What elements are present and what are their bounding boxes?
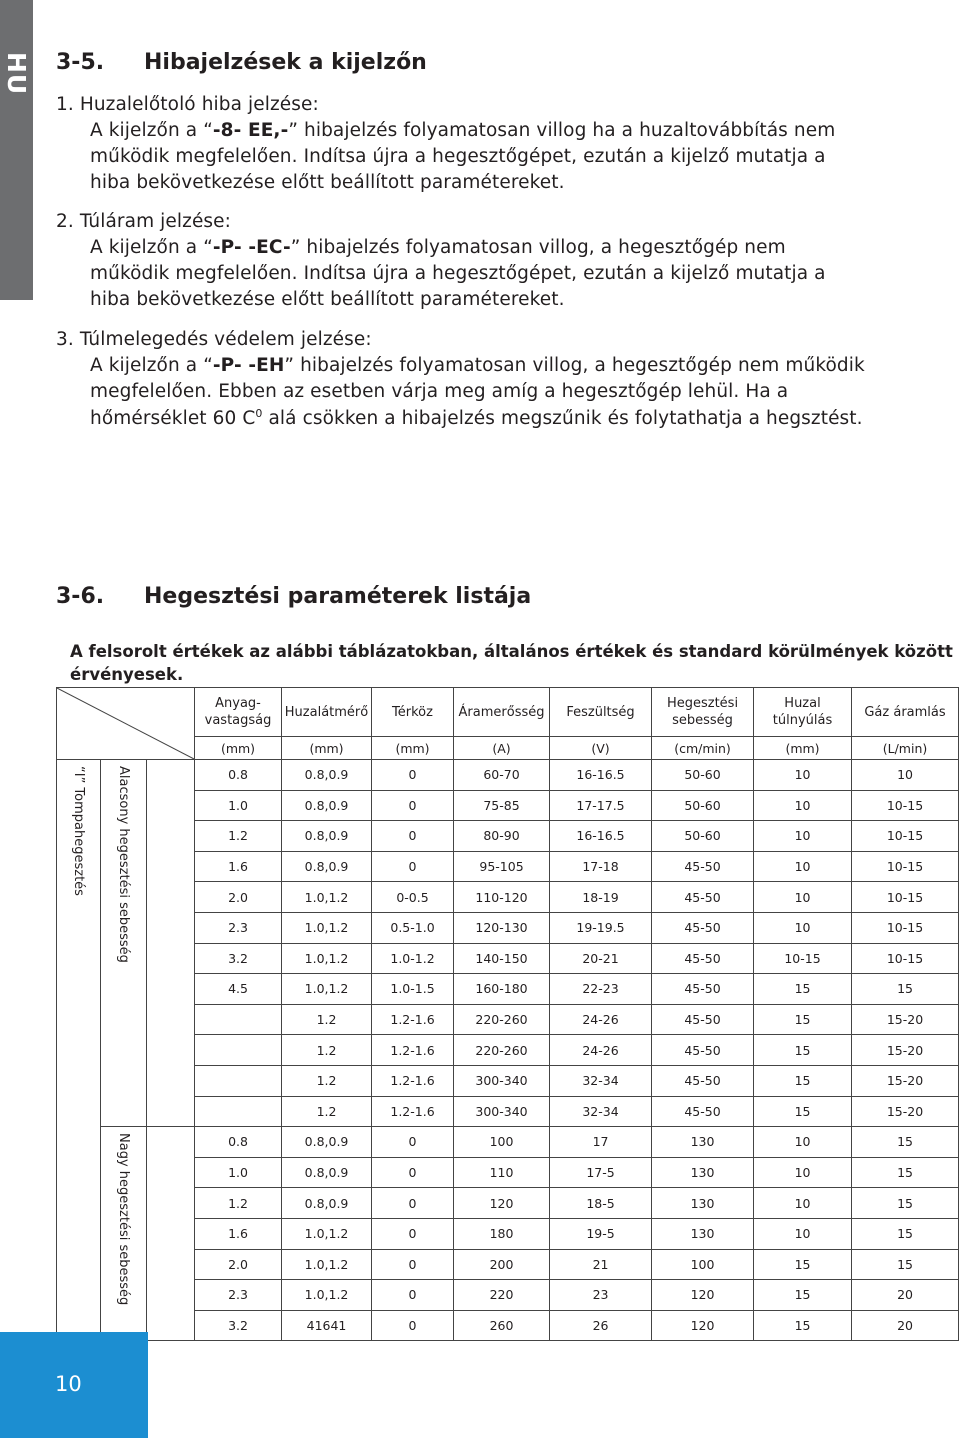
table-cell: 15-20 bbox=[852, 1096, 959, 1127]
table-cell: 15 bbox=[754, 974, 852, 1005]
table-cell: 15 bbox=[852, 1157, 959, 1188]
table-cell: 0 bbox=[372, 1249, 454, 1280]
unit-cell: (mm) bbox=[372, 737, 454, 760]
table-cell: 300-340 bbox=[454, 1065, 550, 1096]
table-cell: 140-150 bbox=[454, 943, 550, 974]
table-cell: 22-23 bbox=[550, 974, 652, 1005]
column-header: Huzalátmérő bbox=[282, 688, 372, 737]
language-tab-label: HU bbox=[2, 52, 31, 96]
speed-group-label: Nagy hegesztési sebesség bbox=[116, 1133, 131, 1306]
table-cell: 45-50 bbox=[652, 1035, 754, 1066]
table-cell: 1.0-1.5 bbox=[372, 974, 454, 1005]
table-cell: 100 bbox=[652, 1249, 754, 1280]
table-cell: 0.8,0.9 bbox=[282, 1127, 372, 1158]
spacer-cell bbox=[147, 1127, 195, 1341]
unit-cell: (A) bbox=[454, 737, 550, 760]
table-cell: 15-20 bbox=[852, 1035, 959, 1066]
table-cell: 1.2-1.6 bbox=[372, 1065, 454, 1096]
table-cell: 1.2-1.6 bbox=[372, 1004, 454, 1035]
item-1-heading: 1. Huzalelőtoló hiba jelzése: bbox=[56, 94, 319, 115]
page-number: 10 bbox=[55, 1372, 82, 1396]
table-cell: 45-50 bbox=[652, 912, 754, 943]
unit-cell: (cm/min) bbox=[652, 737, 754, 760]
table-cell: 24-26 bbox=[550, 1004, 652, 1035]
table-cell: 1.2 bbox=[282, 1065, 372, 1096]
section-title: Hegesztési paraméterek listája bbox=[144, 584, 532, 609]
table-cell: 1.0,1.2 bbox=[282, 943, 372, 974]
table-cell: 10-15 bbox=[754, 943, 852, 974]
table-cell: 0 bbox=[372, 760, 454, 791]
table-cell: 0 bbox=[372, 1157, 454, 1188]
table-cell: 15 bbox=[754, 1065, 852, 1096]
table-cell: 0.8,0.9 bbox=[282, 821, 372, 852]
table-cell: 0 bbox=[372, 790, 454, 821]
table-cell: 300-340 bbox=[454, 1096, 550, 1127]
table-cell: 10 bbox=[754, 1157, 852, 1188]
outer-group-cell bbox=[57, 760, 101, 1341]
table-cell: 1.0,1.2 bbox=[282, 974, 372, 1005]
section-heading-3-5 bbox=[56, 50, 427, 75]
table-cell: 1.2 bbox=[195, 821, 282, 852]
error-code-overcurrent: -P- -EC- bbox=[212, 237, 291, 258]
table-cell: 2.0 bbox=[195, 882, 282, 913]
unit-cell: (L/min) bbox=[852, 737, 959, 760]
column-header: Hegesztési sebesség bbox=[652, 688, 754, 737]
table-cell: 45-50 bbox=[652, 1004, 754, 1035]
table-cell: 2.3 bbox=[195, 912, 282, 943]
table-cell: 1.2-1.6 bbox=[372, 1035, 454, 1066]
table-cell: 15 bbox=[852, 1127, 959, 1158]
table-cell: 10 bbox=[754, 821, 852, 852]
table-cell: 1.0 bbox=[195, 1157, 282, 1188]
table-cell: 10-15 bbox=[852, 851, 959, 882]
table-cell: 45-50 bbox=[652, 1096, 754, 1127]
table-cell: 10 bbox=[754, 1188, 852, 1219]
table-cell: 10-15 bbox=[852, 882, 959, 913]
table-cell: 220-260 bbox=[454, 1035, 550, 1066]
table-cell: 60-70 bbox=[454, 760, 550, 791]
table-cell: 26 bbox=[550, 1310, 652, 1341]
error-code-overheat: -P- -EH bbox=[212, 355, 285, 376]
table-cell: 10-15 bbox=[852, 790, 959, 821]
table-cell: 10-15 bbox=[852, 943, 959, 974]
table-cell: 1.0,1.2 bbox=[282, 1218, 372, 1249]
table-cell: 100 bbox=[454, 1127, 550, 1158]
table-cell: 18-5 bbox=[550, 1188, 652, 1219]
item-2-line-1: A kijelzőn a “-P- -EC-” hibajelzés folyamatosan villog, a hegesztőgép nem bbox=[90, 237, 786, 258]
table-cell: 10 bbox=[754, 760, 852, 791]
table-cell: 24-26 bbox=[550, 1035, 652, 1066]
table-cell: 130 bbox=[652, 1127, 754, 1158]
table-cell: 10-15 bbox=[852, 821, 959, 852]
table-note: A felsorolt értékek az alábbi táblázatokban, általános értékek és standard körülmények között érvényesek. bbox=[70, 642, 953, 684]
diagonal-line bbox=[57, 688, 194, 759]
table-cell: 120 bbox=[652, 1310, 754, 1341]
table-cell: 50-60 bbox=[652, 790, 754, 821]
table-cell bbox=[195, 1035, 282, 1066]
table-cell: 10 bbox=[852, 760, 959, 791]
table-cell: 15-20 bbox=[852, 1004, 959, 1035]
table-cell: 0.5-1.0 bbox=[372, 912, 454, 943]
table-cell: 3.2 bbox=[195, 1310, 282, 1341]
table-cell: 10 bbox=[754, 851, 852, 882]
column-header: Térköz bbox=[372, 688, 454, 737]
table-cell: 1.0 bbox=[195, 790, 282, 821]
table-cell: 17-5 bbox=[550, 1157, 652, 1188]
table-cell: 1.2 bbox=[282, 1004, 372, 1035]
table-cell: 220-260 bbox=[454, 1004, 550, 1035]
table-cell: 200 bbox=[454, 1249, 550, 1280]
table-cell: 45-50 bbox=[652, 974, 754, 1005]
table-cell: 15 bbox=[754, 1096, 852, 1127]
speed-group-cell bbox=[101, 760, 147, 1127]
table-cell: 21 bbox=[550, 1249, 652, 1280]
table-cell: 17 bbox=[550, 1127, 652, 1158]
table-cell: 1.0,1.2 bbox=[282, 1280, 372, 1311]
table-cell: 15 bbox=[754, 1004, 852, 1035]
unit-cell: (mm) bbox=[282, 737, 372, 760]
table-cell: 160-180 bbox=[454, 974, 550, 1005]
table-cell: 17-18 bbox=[550, 851, 652, 882]
table-cell: 20-21 bbox=[550, 943, 652, 974]
table-cell: 45-50 bbox=[652, 851, 754, 882]
table-cell: 0 bbox=[372, 1127, 454, 1158]
table-cell: 80-90 bbox=[454, 821, 550, 852]
table-cell: 1.6 bbox=[195, 1218, 282, 1249]
table-cell: 32-34 bbox=[550, 1096, 652, 1127]
table-cell: 15 bbox=[852, 1249, 959, 1280]
table-cell: 120-130 bbox=[454, 912, 550, 943]
table-cell: 1.0,1.2 bbox=[282, 1249, 372, 1280]
table-cell: 17-17.5 bbox=[550, 790, 652, 821]
table-cell: 120 bbox=[454, 1188, 550, 1219]
table-cell: 1.2 bbox=[195, 1188, 282, 1219]
table-row bbox=[57, 760, 959, 791]
unit-cell: (mm) bbox=[195, 737, 282, 760]
table-cell: 0 bbox=[372, 1188, 454, 1219]
table-cell: 1.2-1.6 bbox=[372, 1096, 454, 1127]
table-cell: 10 bbox=[754, 1127, 852, 1158]
table-cell: 180 bbox=[454, 1218, 550, 1249]
item-2-heading: 2. Túláram jelzése: bbox=[56, 211, 231, 232]
item-1-line-2: működik megfelelően. Indítsa újra a hegesztőgépet, ezután a kijelző mutatja a bbox=[90, 146, 826, 167]
unit-cell: (mm) bbox=[754, 737, 852, 760]
table-cell: 15 bbox=[754, 1310, 852, 1341]
table-cell bbox=[195, 1004, 282, 1035]
table-cell: 0 bbox=[372, 851, 454, 882]
table-cell: 15 bbox=[754, 1249, 852, 1280]
table-cell: 23 bbox=[550, 1280, 652, 1311]
table-cell: 130 bbox=[652, 1157, 754, 1188]
table-cell: 10 bbox=[754, 790, 852, 821]
table-cell: 19-19.5 bbox=[550, 912, 652, 943]
table-cell: 0.8,0.9 bbox=[282, 851, 372, 882]
section-number: 3-6. bbox=[56, 584, 105, 609]
header-row bbox=[57, 688, 959, 737]
table-cell: 110-120 bbox=[454, 882, 550, 913]
language-tab bbox=[0, 0, 33, 300]
table-cell: 0 bbox=[372, 821, 454, 852]
table-cell: 0.8,0.9 bbox=[282, 1188, 372, 1219]
table-cell: 75-85 bbox=[454, 790, 550, 821]
table-cell: 10-15 bbox=[852, 912, 959, 943]
table-cell: 0-0.5 bbox=[372, 882, 454, 913]
table-cell: 110 bbox=[454, 1157, 550, 1188]
table-cell: 0 bbox=[372, 1218, 454, 1249]
unit-cell: (V) bbox=[550, 737, 652, 760]
table-cell: 0 bbox=[372, 1310, 454, 1341]
column-header: Feszültség bbox=[550, 688, 652, 737]
column-header: Anyag- vastagság bbox=[195, 688, 282, 737]
table-cell: 16-16.5 bbox=[550, 821, 652, 852]
table-cell bbox=[195, 1065, 282, 1096]
table-cell bbox=[195, 1096, 282, 1127]
table-cell: 4.5 bbox=[195, 974, 282, 1005]
table-cell: 45-50 bbox=[652, 1065, 754, 1096]
diagonal-corner-cell bbox=[57, 688, 195, 760]
table-row bbox=[57, 1127, 959, 1158]
table-cell: 2.0 bbox=[195, 1249, 282, 1280]
table-cell: 20 bbox=[852, 1280, 959, 1311]
table-cell: 0 bbox=[372, 1280, 454, 1311]
table-cell: 2.3 bbox=[195, 1280, 282, 1311]
table-cell: 0.8,0.9 bbox=[282, 1157, 372, 1188]
table-cell: 45-50 bbox=[652, 943, 754, 974]
table-cell: 1.0,1.2 bbox=[282, 912, 372, 943]
section-number: 3-5. bbox=[56, 50, 105, 75]
table-cell: 0.8 bbox=[195, 760, 282, 791]
table-cell: 0.8,0.9 bbox=[282, 760, 372, 791]
table-cell: 45-50 bbox=[652, 882, 754, 913]
table-cell: 3.2 bbox=[195, 943, 282, 974]
item-2-line-2: működik megfelelően. Indítsa újra a hegesztőgépet, ezután a kijelző mutatja a bbox=[90, 263, 826, 284]
table-cell: 1.2 bbox=[282, 1035, 372, 1066]
column-header: Huzal túlnyúlás bbox=[754, 688, 852, 737]
table-cell: 50-60 bbox=[652, 821, 754, 852]
item-3-line-1: A kijelzőn a “-P- -EH” hibajelzés folyamatosan villog, a hegesztőgép nem működik bbox=[90, 355, 865, 376]
table-cell: 1.6 bbox=[195, 851, 282, 882]
item-1-line-3: hiba bekövetkezése előtt beállított paramétereket. bbox=[90, 172, 565, 193]
table-cell: 15 bbox=[852, 1188, 959, 1219]
table-cell: 0.8 bbox=[195, 1127, 282, 1158]
table-cell: 1.0-1.2 bbox=[372, 943, 454, 974]
table-cell: 15 bbox=[754, 1035, 852, 1066]
welding-parameters-table bbox=[56, 687, 959, 1341]
speed-group-cell bbox=[101, 1127, 147, 1341]
table-cell: 20 bbox=[852, 1310, 959, 1341]
table-cell: 41641 bbox=[282, 1310, 372, 1341]
item-2-line-3: hiba bekövetkezése előtt beállított paramétereket. bbox=[90, 289, 565, 310]
item-3-line-2: megfelelően. Ebben az esetben várja meg amíg a hegesztőgép lehül. Ha a bbox=[90, 381, 789, 402]
table-cell: 1.0,1.2 bbox=[282, 882, 372, 913]
table-cell: 50-60 bbox=[652, 760, 754, 791]
table-cell: 15 bbox=[852, 1218, 959, 1249]
table-cell: 16-16.5 bbox=[550, 760, 652, 791]
table-cell: 19-5 bbox=[550, 1218, 652, 1249]
table-cell: 120 bbox=[652, 1280, 754, 1311]
item-1-line-1: A kijelzőn a “-8- EE,-” hibajelzés folyamatosan villog ha a huzaltovábbítás nem bbox=[90, 120, 836, 141]
table-cell: 0.8,0.9 bbox=[282, 790, 372, 821]
item-3-heading: 3. Túlmelegedés védelem jelzése: bbox=[56, 329, 372, 350]
column-header: Áramerősség bbox=[454, 688, 550, 737]
table-cell: 15 bbox=[754, 1280, 852, 1311]
column-header: Gáz áramlás bbox=[852, 688, 959, 737]
table-cell: 130 bbox=[652, 1218, 754, 1249]
table-cell: 10 bbox=[754, 1218, 852, 1249]
table-cell: 18-19 bbox=[550, 882, 652, 913]
speed-group-label: Alacsony hegesztési sebesség bbox=[116, 766, 131, 963]
spacer-cell bbox=[147, 760, 195, 1127]
table-cell: 95-105 bbox=[454, 851, 550, 882]
page-number-box bbox=[0, 1332, 148, 1438]
table-cell: 15-20 bbox=[852, 1065, 959, 1096]
table-cell: 220 bbox=[454, 1280, 550, 1311]
section-title: Hibajelzések a kijelzőn bbox=[144, 50, 427, 75]
table-cell: 130 bbox=[652, 1188, 754, 1219]
error-code-wire-feed: -8- EE,- bbox=[212, 120, 289, 141]
section-heading-3-6 bbox=[56, 584, 531, 609]
table-cell: 10 bbox=[754, 882, 852, 913]
table-cell: 10 bbox=[754, 912, 852, 943]
table-cell: 260 bbox=[454, 1310, 550, 1341]
table-cell: 15 bbox=[852, 974, 959, 1005]
table-cell: 1.2 bbox=[282, 1096, 372, 1127]
table-cell: 32-34 bbox=[550, 1065, 652, 1096]
item-3-line-3: hőmérséklet 60 $C^0$ alá csökken a hibajelzés megszűnik és folytathatja a hegsztést. bbox=[90, 407, 863, 430]
outer-group-label: “I” Tompahegesztés bbox=[71, 766, 86, 896]
